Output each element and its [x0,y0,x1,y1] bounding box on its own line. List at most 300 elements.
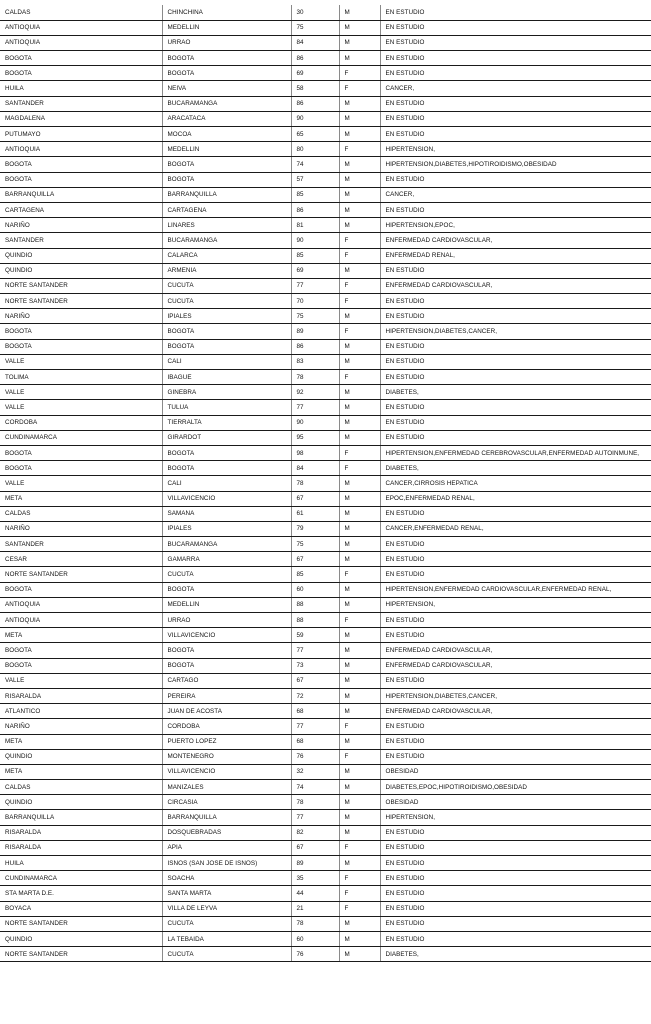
department-cell: BOGOTA [0,643,162,658]
condition-cell: EN ESTUDIO [380,871,651,886]
table-row [0,96,651,111]
sex-cell: F [339,567,380,582]
sex-cell: F [339,248,380,263]
table-row [0,521,651,536]
department-cell: SANTANDER [0,96,162,111]
age-cell: 57 [291,172,339,187]
condition-cell: DIABETES,EPOC,HIPOTIROIDISMO,OBESIDAD [380,780,651,795]
condition-cell: EPOC,ENFERMEDAD RENAL, [380,491,651,506]
department-cell: NORTE SANTANDER [0,947,162,962]
age-cell: 72 [291,688,339,703]
table-row [0,415,651,430]
municipality-cell: GAMARRA [162,552,291,567]
sex-cell: M [339,187,380,202]
condition-cell: EN ESTUDIO [380,263,651,278]
age-cell: 85 [291,248,339,263]
table-row [0,400,651,415]
condition-cell: EN ESTUDIO [380,537,651,552]
sex-cell: F [339,461,380,476]
department-cell: CALDAS [0,5,162,20]
department-cell: BOGOTA [0,658,162,673]
age-cell: 90 [291,111,339,126]
department-cell: PUTUMAYO [0,127,162,142]
sex-cell: F [339,901,380,916]
department-cell: VALLE [0,354,162,369]
department-cell: BOGOTA [0,157,162,172]
condition-cell: EN ESTUDIO [380,66,651,81]
condition-cell: HIPERTENSION,ENFERMEDAD CEREBROVASCULAR,ENFERMEDAD AUTOINMUNE, [380,445,651,460]
department-cell: QUINDIO [0,931,162,946]
table-row [0,734,651,749]
sex-cell: M [339,780,380,795]
table-row [0,613,651,628]
municipality-cell: CUCUTA [162,916,291,931]
municipality-cell: BUCARAMANGA [162,96,291,111]
department-cell: VALLE [0,400,162,415]
table-row [0,339,651,354]
municipality-cell: ISNOS (SAN JOSE DE ISNOS) [162,856,291,871]
condition-cell: HIPERTENSION,DIABETES,CANCER, [380,688,651,703]
table-row [0,430,651,445]
sex-cell: M [339,35,380,50]
municipality-cell: CIRCASIA [162,795,291,810]
age-cell: 98 [291,445,339,460]
condition-cell: EN ESTUDIO [380,172,651,187]
table-row [0,582,651,597]
municipality-cell: IBAGUE [162,370,291,385]
table-row [0,385,651,400]
sex-cell: M [339,810,380,825]
municipality-cell: BOGOTA [162,51,291,66]
table-row [0,780,651,795]
condition-cell: EN ESTUDIO [380,506,651,521]
sex-cell: M [339,916,380,931]
sex-cell: M [339,537,380,552]
condition-cell: EN ESTUDIO [380,111,651,126]
table-row [0,476,651,491]
municipality-cell: BOGOTA [162,157,291,172]
department-cell: META [0,491,162,506]
age-cell: 68 [291,704,339,719]
age-cell: 88 [291,597,339,612]
age-cell: 76 [291,749,339,764]
sex-cell: M [339,263,380,278]
condition-cell: HIPERTENSION,DIABETES,HIPOTIROIDISMO,OBESIDAD [380,157,651,172]
age-cell: 78 [291,795,339,810]
department-cell: HUILA [0,856,162,871]
case-table [0,5,651,962]
condition-cell: EN ESTUDIO [380,415,651,430]
table-row [0,871,651,886]
condition-cell: OBESIDAD [380,764,651,779]
table-row [0,749,651,764]
table-row [0,309,651,324]
municipality-cell: PEREIRA [162,688,291,703]
municipality-cell: ARMENIA [162,263,291,278]
sex-cell: M [339,506,380,521]
municipality-cell: BOGOTA [162,658,291,673]
table-row [0,719,651,734]
age-cell: 69 [291,66,339,81]
age-cell: 95 [291,430,339,445]
municipality-cell: BOGOTA [162,339,291,354]
sex-cell: M [339,172,380,187]
municipality-cell: BUCARAMANGA [162,537,291,552]
age-cell: 75 [291,309,339,324]
municipality-cell: BOGOTA [162,445,291,460]
table-row [0,172,651,187]
condition-cell: EN ESTUDIO [380,916,651,931]
condition-cell: EN ESTUDIO [380,96,651,111]
sex-cell: M [339,658,380,673]
age-cell: 76 [291,947,339,962]
condition-cell: EN ESTUDIO [380,430,651,445]
table-row [0,324,651,339]
age-cell: 89 [291,324,339,339]
age-cell: 30 [291,5,339,20]
municipality-cell: PUERTO LOPEZ [162,734,291,749]
municipality-cell: CUCUTA [162,947,291,962]
table-row [0,567,651,582]
table-row [0,628,651,643]
table-row [0,218,651,233]
sex-cell: F [339,445,380,460]
department-cell: QUINDIO [0,263,162,278]
municipality-cell: URRAO [162,613,291,628]
department-cell: NORTE SANTANDER [0,294,162,309]
table-row [0,840,651,855]
age-cell: 77 [291,810,339,825]
municipality-cell: CALI [162,354,291,369]
department-cell: BOGOTA [0,339,162,354]
sex-cell: M [339,582,380,597]
sex-cell: M [339,552,380,567]
age-cell: 85 [291,187,339,202]
sex-cell: M [339,947,380,962]
municipality-cell: CUCUTA [162,294,291,309]
municipality-cell: JUAN DE ACOSTA [162,704,291,719]
age-cell: 67 [291,840,339,855]
sex-cell: M [339,127,380,142]
age-cell: 85 [291,567,339,582]
department-cell: NORTE SANTANDER [0,567,162,582]
condition-cell: EN ESTUDIO [380,400,651,415]
condition-cell: EN ESTUDIO [380,901,651,916]
condition-cell: EN ESTUDIO [380,886,651,901]
municipality-cell: IPIALES [162,521,291,536]
municipality-cell: SAMANA [162,506,291,521]
sex-cell: F [339,294,380,309]
condition-cell: ENFERMEDAD CARDIOVASCULAR, [380,278,651,293]
age-cell: 82 [291,825,339,840]
sex-cell: M [339,5,380,20]
age-cell: 80 [291,142,339,157]
municipality-cell: TULUA [162,400,291,415]
municipality-cell: SOACHA [162,871,291,886]
department-cell: CUNDINAMARCA [0,430,162,445]
age-cell: 90 [291,233,339,248]
age-cell: 67 [291,552,339,567]
department-cell: VALLE [0,673,162,688]
sex-cell: M [339,51,380,66]
municipality-cell: MEDELLIN [162,20,291,35]
department-cell: ANTIOQUIA [0,613,162,628]
condition-cell: HIPERTENSION, [380,142,651,157]
department-cell: META [0,734,162,749]
department-cell: HUILA [0,81,162,96]
department-cell: VALLE [0,385,162,400]
municipality-cell: MOCOA [162,127,291,142]
department-cell: STA MARTA D.E. [0,886,162,901]
sex-cell: M [339,597,380,612]
condition-cell: HIPERTENSION,ENFERMEDAD CARDIOVASCULAR,ENFERMEDAD RENAL, [380,582,651,597]
age-cell: 60 [291,931,339,946]
condition-cell: EN ESTUDIO [380,825,651,840]
department-cell: NARIÑO [0,309,162,324]
municipality-cell: BOGOTA [162,324,291,339]
table-row [0,142,651,157]
table-row [0,51,651,66]
sex-cell: F [339,613,380,628]
table-row [0,795,651,810]
condition-cell: HIPERTENSION,EPOC, [380,218,651,233]
municipality-cell: VILLA DE LEYVA [162,901,291,916]
condition-cell: EN ESTUDIO [380,856,651,871]
municipality-cell: ARACATACA [162,111,291,126]
municipality-cell: TIERRALTA [162,415,291,430]
sex-cell: M [339,157,380,172]
age-cell: 86 [291,202,339,217]
table-row [0,35,651,50]
municipality-cell: BOGOTA [162,643,291,658]
sex-cell: M [339,764,380,779]
age-cell: 84 [291,461,339,476]
department-cell: META [0,764,162,779]
condition-cell: ENFERMEDAD CARDIOVASCULAR, [380,704,651,719]
sex-cell: M [339,521,380,536]
table-row [0,947,651,962]
department-cell: RISARALDA [0,688,162,703]
condition-cell: CANCER, [380,81,651,96]
sex-cell: M [339,825,380,840]
age-cell: 67 [291,491,339,506]
age-cell: 70 [291,294,339,309]
condition-cell: DIABETES, [380,461,651,476]
table-row [0,491,651,506]
table-row [0,445,651,460]
condition-cell: EN ESTUDIO [380,294,651,309]
department-cell: CALDAS [0,506,162,521]
table-row [0,886,651,901]
municipality-cell: MONTENEGRO [162,749,291,764]
condition-cell: ENFERMEDAD CARDIOVASCULAR, [380,643,651,658]
sex-cell: F [339,886,380,901]
municipality-cell: BOGOTA [162,582,291,597]
sex-cell: F [339,871,380,886]
sex-cell: F [339,81,380,96]
age-cell: 81 [291,218,339,233]
department-cell: NORTE SANTANDER [0,916,162,931]
municipality-cell: CALARCA [162,248,291,263]
age-cell: 89 [291,856,339,871]
municipality-cell: BUCARAMANGA [162,233,291,248]
table-row [0,127,651,142]
sex-cell: M [339,673,380,688]
sex-cell: F [339,278,380,293]
age-cell: 78 [291,916,339,931]
sex-cell: M [339,111,380,126]
department-cell: QUINDIO [0,795,162,810]
sex-cell: M [339,202,380,217]
table-row [0,704,651,719]
table-row [0,20,651,35]
sex-cell: F [339,719,380,734]
table-row [0,263,651,278]
department-cell: ANTIOQUIA [0,597,162,612]
department-cell: ANTIOQUIA [0,20,162,35]
condition-cell: EN ESTUDIO [380,840,651,855]
department-cell: RISARALDA [0,840,162,855]
department-cell: BOGOTA [0,324,162,339]
age-cell: 77 [291,643,339,658]
sex-cell: F [339,370,380,385]
condition-cell: EN ESTUDIO [380,370,651,385]
municipality-cell: CORDOBA [162,719,291,734]
age-cell: 90 [291,415,339,430]
department-cell: BOGOTA [0,66,162,81]
department-cell: META [0,628,162,643]
table-row [0,506,651,521]
sex-cell: M [339,96,380,111]
sex-cell: F [339,324,380,339]
municipality-cell: URRAO [162,35,291,50]
department-cell: BARRANQUILLA [0,810,162,825]
age-cell: 75 [291,20,339,35]
condition-cell: CANCER,ENFERMEDAD RENAL, [380,521,651,536]
sex-cell: M [339,430,380,445]
municipality-cell: MEDELLIN [162,597,291,612]
condition-cell: EN ESTUDIO [380,719,651,734]
municipality-cell: CARTAGENA [162,202,291,217]
age-cell: 58 [291,81,339,96]
department-cell: MAGDALENA [0,111,162,126]
sex-cell: M [339,628,380,643]
age-cell: 68 [291,734,339,749]
sex-cell: M [339,385,380,400]
condition-cell: EN ESTUDIO [380,552,651,567]
sex-cell: M [339,20,380,35]
age-cell: 78 [291,370,339,385]
department-cell: BOGOTA [0,461,162,476]
sex-cell: M [339,931,380,946]
sex-cell: M [339,476,380,491]
table-body [0,5,651,962]
condition-cell: DIABETES, [380,947,651,962]
age-cell: 21 [291,901,339,916]
condition-cell: EN ESTUDIO [380,734,651,749]
condition-cell: EN ESTUDIO [380,202,651,217]
department-cell: CUNDINAMARCA [0,871,162,886]
age-cell: 92 [291,385,339,400]
department-cell: ATLANTICO [0,704,162,719]
age-cell: 78 [291,476,339,491]
municipality-cell: GIRARDOT [162,430,291,445]
age-cell: 44 [291,886,339,901]
age-cell: 83 [291,354,339,369]
age-cell: 61 [291,506,339,521]
age-cell: 77 [291,719,339,734]
sex-cell: M [339,415,380,430]
table-row [0,157,651,172]
table-row [0,354,651,369]
department-cell: NARIÑO [0,521,162,536]
table-row [0,764,651,779]
table-row [0,187,651,202]
municipality-cell: CALI [162,476,291,491]
table-row [0,248,651,263]
department-cell: BOGOTA [0,445,162,460]
municipality-cell: MEDELLIN [162,142,291,157]
municipality-cell: BARRANQUILLA [162,187,291,202]
department-cell: SANTANDER [0,537,162,552]
department-cell: QUINDIO [0,749,162,764]
department-cell: BOGOTA [0,582,162,597]
municipality-cell: BARRANQUILLA [162,810,291,825]
age-cell: 74 [291,157,339,172]
condition-cell: ENFERMEDAD CARDIOVASCULAR, [380,233,651,248]
municipality-cell: VILLAVICENCIO [162,491,291,506]
municipality-cell: IPIALES [162,309,291,324]
sex-cell: M [339,643,380,658]
sex-cell: F [339,840,380,855]
age-cell: 65 [291,127,339,142]
department-cell: QUINDIO [0,248,162,263]
table-row [0,278,651,293]
table-row [0,643,651,658]
table-row [0,233,651,248]
sex-cell: F [339,749,380,764]
age-cell: 77 [291,400,339,415]
table-row [0,931,651,946]
municipality-cell: CHINCHINA [162,5,291,20]
condition-cell: ENFERMEDAD RENAL, [380,248,651,263]
condition-cell: EN ESTUDIO [380,20,651,35]
age-cell: 69 [291,263,339,278]
sex-cell: M [339,688,380,703]
sex-cell: M [339,491,380,506]
municipality-cell: LA TEBAIDA [162,931,291,946]
municipality-cell: MANIZALES [162,780,291,795]
municipality-cell: LINARES [162,218,291,233]
sex-cell: M [339,400,380,415]
age-cell: 32 [291,764,339,779]
department-cell: ANTIOQUIA [0,35,162,50]
table-row [0,111,651,126]
condition-cell: EN ESTUDIO [380,354,651,369]
municipality-cell: CUCUTA [162,278,291,293]
municipality-cell: DOSQUEBRADAS [162,825,291,840]
condition-cell: EN ESTUDIO [380,51,651,66]
condition-cell: EN ESTUDIO [380,309,651,324]
condition-cell: EN ESTUDIO [380,5,651,20]
age-cell: 86 [291,51,339,66]
department-cell: NARIÑO [0,218,162,233]
condition-cell: EN ESTUDIO [380,628,651,643]
department-cell: NARIÑO [0,719,162,734]
table-row [0,658,651,673]
table-row [0,597,651,612]
department-cell: BOYACA [0,901,162,916]
